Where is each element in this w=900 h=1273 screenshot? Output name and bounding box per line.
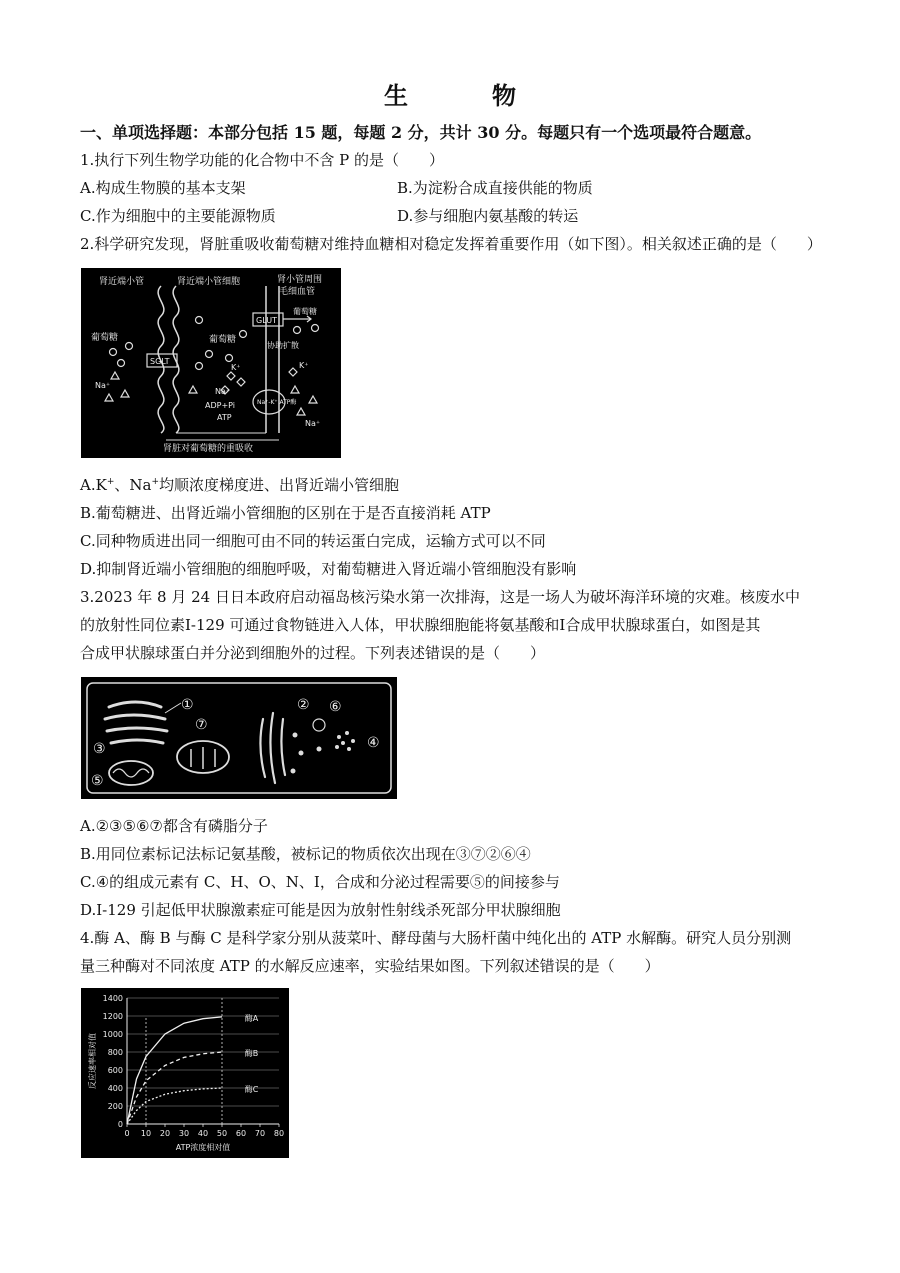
glucose-reabsorption-figure (81, 268, 341, 458)
figure-caption: 肾脏对葡萄糖的重吸收 (163, 444, 254, 454)
thyroglobulin-secretion-figure (81, 677, 397, 799)
apical-membrane-inner (173, 286, 179, 433)
adp-label: ADP+Pi (205, 401, 236, 410)
series-label-2: 酶B (244, 1049, 259, 1058)
golgi (260, 713, 285, 783)
q4-stem-line-1: 4.酶 A、酶 B 与酶 C 是科学家分别从菠菜叶、酵母菌与大肠杆菌中纯化出的 ATP 水解酶。研究人员分别测 (80, 929, 792, 947)
q2-option-c: C.同种物质进出同一细胞可由不同的转运蛋白完成，运输方式可以不同 (80, 532, 546, 550)
label-4: ④ (367, 735, 380, 751)
q3-stem-line-2: 的放射性同位素Ⅰ-129 可通过食物链进入人体，甲状腺细胞能将氨基酸和Ⅰ合成甲状腺球蛋白，如图是其 (80, 616, 761, 634)
y-axis-label: 反应速率相对值 (88, 1033, 97, 1089)
q1-stem: 1.执行下列生物学功能的化合物中不含 P 的是（ ） (80, 151, 444, 169)
mitochondrion (109, 761, 153, 785)
enzyme-rate-chart (81, 988, 289, 1158)
label-7: ⑦ (195, 717, 208, 733)
q1-option-b: B.为淀粉合成直接供能的物质 (397, 179, 593, 197)
glucose-mid-label: 葡萄糖 (209, 335, 237, 345)
series-label-1: 酶A (244, 1013, 259, 1023)
series-label-3: 酶C (244, 1085, 259, 1094)
q1-option-d: D.参与细胞内氨基酸的转运 (397, 207, 579, 225)
q1-option-c: C.作为细胞中的主要能源物质 (80, 207, 276, 225)
q2-a-prefix: A.K (80, 476, 107, 494)
basal-membrane (266, 286, 279, 433)
y-tick-label: 1400 (102, 994, 123, 1003)
label-capillary-2: 毛细血管 (279, 287, 316, 297)
atp-label: ATP (217, 413, 232, 422)
label-1: ① (181, 697, 194, 713)
secreted-protein (335, 731, 355, 751)
x-tick-label: 80 (273, 1129, 285, 1138)
x-tick-label: 40 (197, 1129, 209, 1138)
diffusion-label: 协助扩散 (267, 341, 299, 350)
x-tick-label: 70 (254, 1129, 266, 1138)
q2-a-sup2: + (151, 477, 159, 487)
page-title: 生 物 (384, 81, 546, 110)
na-left-label: Na⁺ (95, 381, 111, 390)
q3-stem-line-3: 合成甲状腺球蛋白并分泌到细胞外的过程。下列表述错误的是（ ） (80, 644, 546, 662)
section-heading: 一、单项选择题：本部分包括 15 题，每题 2 分，共计 30 分。每题只有一个选项最符合题意。 (80, 123, 762, 142)
q3-option-b: B.用同位素标记法标记氨基酸，被标记的物质依次出现在③⑦②⑥④ (80, 845, 531, 863)
q3-option-d: D.Ⅰ-129 引起低甲状腺激素症可能是因为放射性射线杀死部分甲状腺细胞 (80, 901, 561, 919)
vesicle-6 (313, 719, 325, 731)
na-right-label: Na⁺ (305, 419, 321, 428)
q2-stem: 2.科学研究发现，肾脏重吸收葡萄糖对维持血糖相对稳定发挥着重要作用（如下图）。相关叙述正确的是（ ） (80, 235, 822, 253)
x-tick-label: 50 (216, 1129, 228, 1138)
label-2: ② (297, 697, 310, 713)
k-right-label: K⁺ (299, 361, 309, 370)
y-tick-label: 200 (107, 1102, 123, 1111)
y-tick-label: 0 (117, 1120, 123, 1129)
y-tick-label: 400 (107, 1084, 123, 1093)
q1-option-a: A.构成生物膜的基本支架 (80, 179, 246, 197)
glucose-right-label: 葡萄糖 (293, 307, 317, 316)
vesicles (291, 733, 322, 774)
x-tick-label: 20 (159, 1129, 171, 1138)
label-3: ③ (93, 741, 106, 757)
q2-option-d: D.抑制肾近端小管细胞的细胞呼吸，对葡萄糖进入肾近端小管细胞没有影响 (80, 560, 577, 578)
x-tick-label: 0 (124, 1129, 130, 1138)
na-mid-label: Na⁺ (215, 387, 231, 396)
k-mid-label: K⁺ (231, 363, 241, 372)
label-tubule: 肾近端小管 (99, 277, 145, 287)
glut-label: GLUT (256, 316, 277, 325)
series-line-1 (127, 1017, 222, 1124)
label-capillary-1: 肾小管周围 (277, 275, 323, 285)
pump-label: Na⁺-K⁺ ATP酶 (257, 399, 297, 406)
label-5: ⑤ (91, 773, 104, 789)
q3-option-c: C.④的组成元素有 C、H、O、N、I，合成和分泌过程需要⑤的间接参与 (80, 873, 560, 891)
q2-a-sup1: + (106, 477, 115, 487)
q3-stem-line-1: 3.2023 年 8 月 24 日日本政府启动福岛核污染水第一次排海，这是一场人为破坏海洋环境的灾难。核废水中 (80, 588, 800, 606)
x-tick-label: 60 (235, 1129, 247, 1138)
q4-stem-line-2: 量三种酶对不同浓度 ATP 的水解反应速率，实验结果如图。下列叙述错误的是（ ） (80, 957, 660, 975)
q2-a-mid: 、Na (114, 476, 152, 494)
y-tick-label: 1000 (102, 1030, 123, 1039)
y-tick-label: 1200 (102, 1012, 123, 1021)
sglt-label: SGLT (150, 357, 170, 366)
glucose-left-label: 葡萄糖 (91, 333, 119, 343)
q2-option-a (80, 474, 399, 496)
y-tick-label: 600 (107, 1066, 123, 1075)
label-6: ⑥ (329, 699, 342, 715)
x-tick-label: 30 (178, 1129, 190, 1138)
cell-bottom (166, 433, 279, 440)
x-tick-label: 10 (140, 1129, 152, 1138)
q2-option-b: B.葡萄糖进、出肾近端小管细胞的区别在于是否直接消耗 ATP (80, 504, 491, 522)
rough-er (105, 702, 167, 743)
q3-option-a: A.②③⑤⑥⑦都含有磷脂分子 (80, 817, 268, 835)
x-axis-label: ATP浓度相对值 (175, 1143, 231, 1152)
label-cell: 肾近端小管细胞 (177, 277, 241, 287)
q2-a-rest: 均顺浓度梯度进、出肾近端小管细胞 (158, 476, 399, 494)
y-tick-label: 800 (107, 1048, 123, 1057)
